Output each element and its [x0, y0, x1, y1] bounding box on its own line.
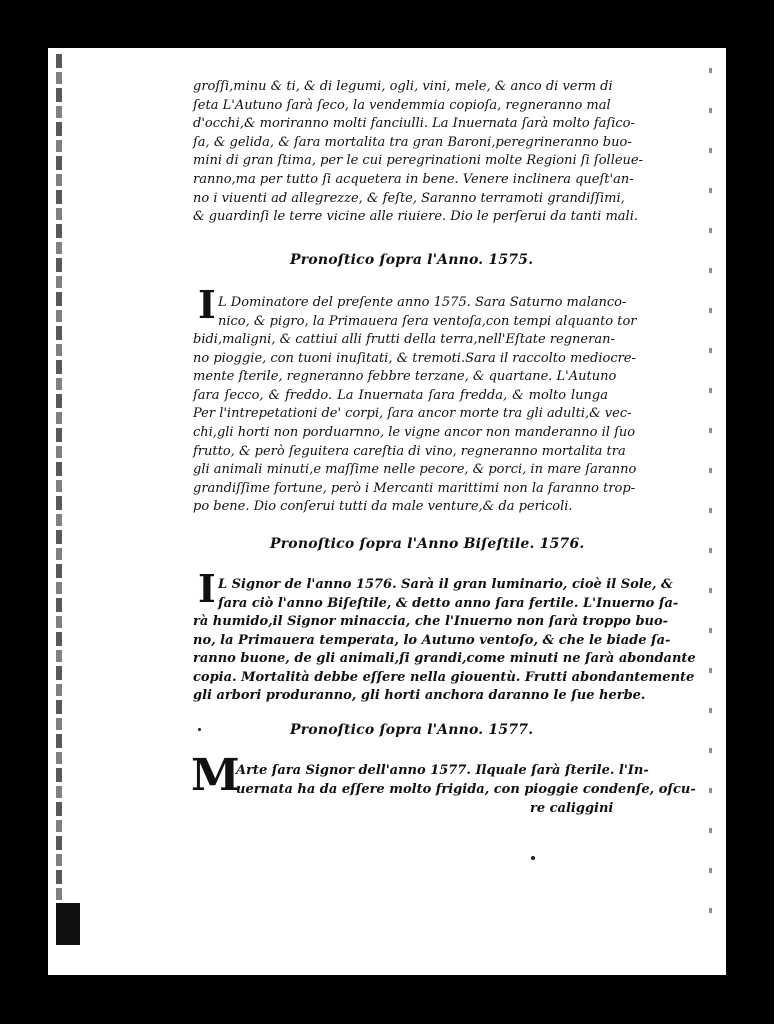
- text-line: ſara ciò l'anno Biſeſtile, & detto anno ſara fertile. L'Inuerno ſa-: [218, 595, 679, 611]
- drop-cap: M: [191, 750, 240, 801]
- section-paragraph: [193, 331, 637, 517]
- section-paragraph: [236, 762, 696, 799]
- drop-cap: I: [198, 282, 216, 327]
- text-line: L Signor de l'anno 1576. Sarà il gran luminario, cioè il Sole, &: [218, 577, 673, 592]
- text-line: mente ſterile, regneranno febbre terzane, & quartane. L'Autuno: [193, 369, 617, 385]
- text-line: rà humido,il Signor minaccia, che l'Inuerno non ſarà troppo buo-: [193, 614, 669, 629]
- text-line: mini di gran ſtima, per le cui peregrinationi molte Regioni ſi ſolleue-: [193, 153, 644, 169]
- text-line: gli arbori produranno, gli horti anchora daranno le ſue herbe.: [193, 688, 646, 704]
- text-line: ſara ſecco, & freddo. La Inuernata ſara fredda, & molto lunga: [193, 387, 608, 403]
- text-line: copia. Mortalità debbe eſſere nella giouentù. Frutti abondantemente: [193, 669, 695, 685]
- text-line: gli animali minuti,e maſſime nelle pecore, & porci, in mare ſaranno: [193, 462, 637, 478]
- page-right-edge: [709, 68, 712, 948]
- text-line: ſa, & gelida, & ſara mortalita tra gran Baroni,peregrineranno buo-: [193, 134, 632, 150]
- section-paragraph: [193, 613, 696, 706]
- text-line: frutto, & però ſeguitera careſtia di vino, regneranno mortalita tra: [193, 443, 626, 459]
- section-title: Pronoſtico ſopra l'Anno Biſeſtile. 1576.: [270, 536, 585, 552]
- text-line: no, la Primauera temperata, lo Autuno ventoſo, & che le biade ſa-: [193, 632, 671, 648]
- text-line: ranno,ma per tutto ſi acquetera in bene. Venere inclinera queſt'an-: [193, 171, 634, 187]
- text-line: Per l'intrepetationi de' corpi, ſara ancor morte tra gli adulti,& vec-: [193, 406, 632, 422]
- ink-speck: [531, 856, 535, 860]
- drop-cap: I: [198, 566, 216, 611]
- text-line: groſſi,minu & ti, & di legumi, ogli, vini, mele, & anco di verm di: [193, 79, 613, 94]
- text-line: Arte ſara Signor dell'anno 1577. Ilquale ſarà ſterile. l'In-: [236, 763, 649, 778]
- page-binding-edge: [56, 54, 62, 944]
- text-line: & guardinſi le terre vicine alle riuiere. Dio le perſerui da tanti mali.: [193, 209, 638, 225]
- scanned-page: [48, 48, 726, 975]
- text-line: bidi,maligni, & cattiui alli frutti della terra,nell'Eſtate regneran-: [193, 332, 615, 347]
- text-line: d'occhi,& moriranno molti fanciulli. La Inuernata ſarà molto faſico-: [193, 116, 635, 132]
- intro-paragraph: [193, 78, 644, 227]
- text-line: po bene. Dio conſerui tutti da male venture,& da pericoli.: [193, 499, 573, 515]
- text-line: L Dominatore del preſente anno 1575. Sara Saturno malanco-: [218, 295, 627, 310]
- text-line: ſeta L'Autuno ſarà ſeco, la vendemmia copioſa, regneranno mal: [193, 97, 611, 113]
- section-paragraph: [218, 576, 679, 613]
- text-line: chi,gli horti non porduarnno, le vigne ancor non manderanno il ſuo: [193, 424, 636, 440]
- text-line: grandiſſime fortune, però i Mercanti marittimi non la faranno trop-: [193, 480, 636, 496]
- catchword: re caliggini: [530, 801, 614, 816]
- text-line: no pioggie, con tuoni inuſitati, & tremoti.Sara il raccolto mediocre-: [193, 350, 636, 366]
- text-line: ranno buone, de gli animali,ſi grandi,come minuti ne ſarà abondante: [193, 651, 696, 667]
- section-title: Pronoſtico ſopra l'Anno. 1575.: [290, 252, 534, 268]
- text-line: nico, & pigro, la Primauera ſera ventoſa,con tempi alquanto tor: [218, 313, 637, 329]
- section-paragraph: [218, 294, 637, 331]
- ink-blot: [56, 903, 80, 945]
- section-title: Pronoſtico ſopra l'Anno. 1577.: [290, 722, 534, 738]
- text-line: no i viuenti ad allegrezze, & feſte, Saranno terramoti grandiſſimi,: [193, 190, 625, 206]
- ink-speck: [198, 728, 201, 731]
- text-line: uernata ha da eſſere molto frigida, con pioggie condenſe, oſcu-: [236, 781, 696, 797]
